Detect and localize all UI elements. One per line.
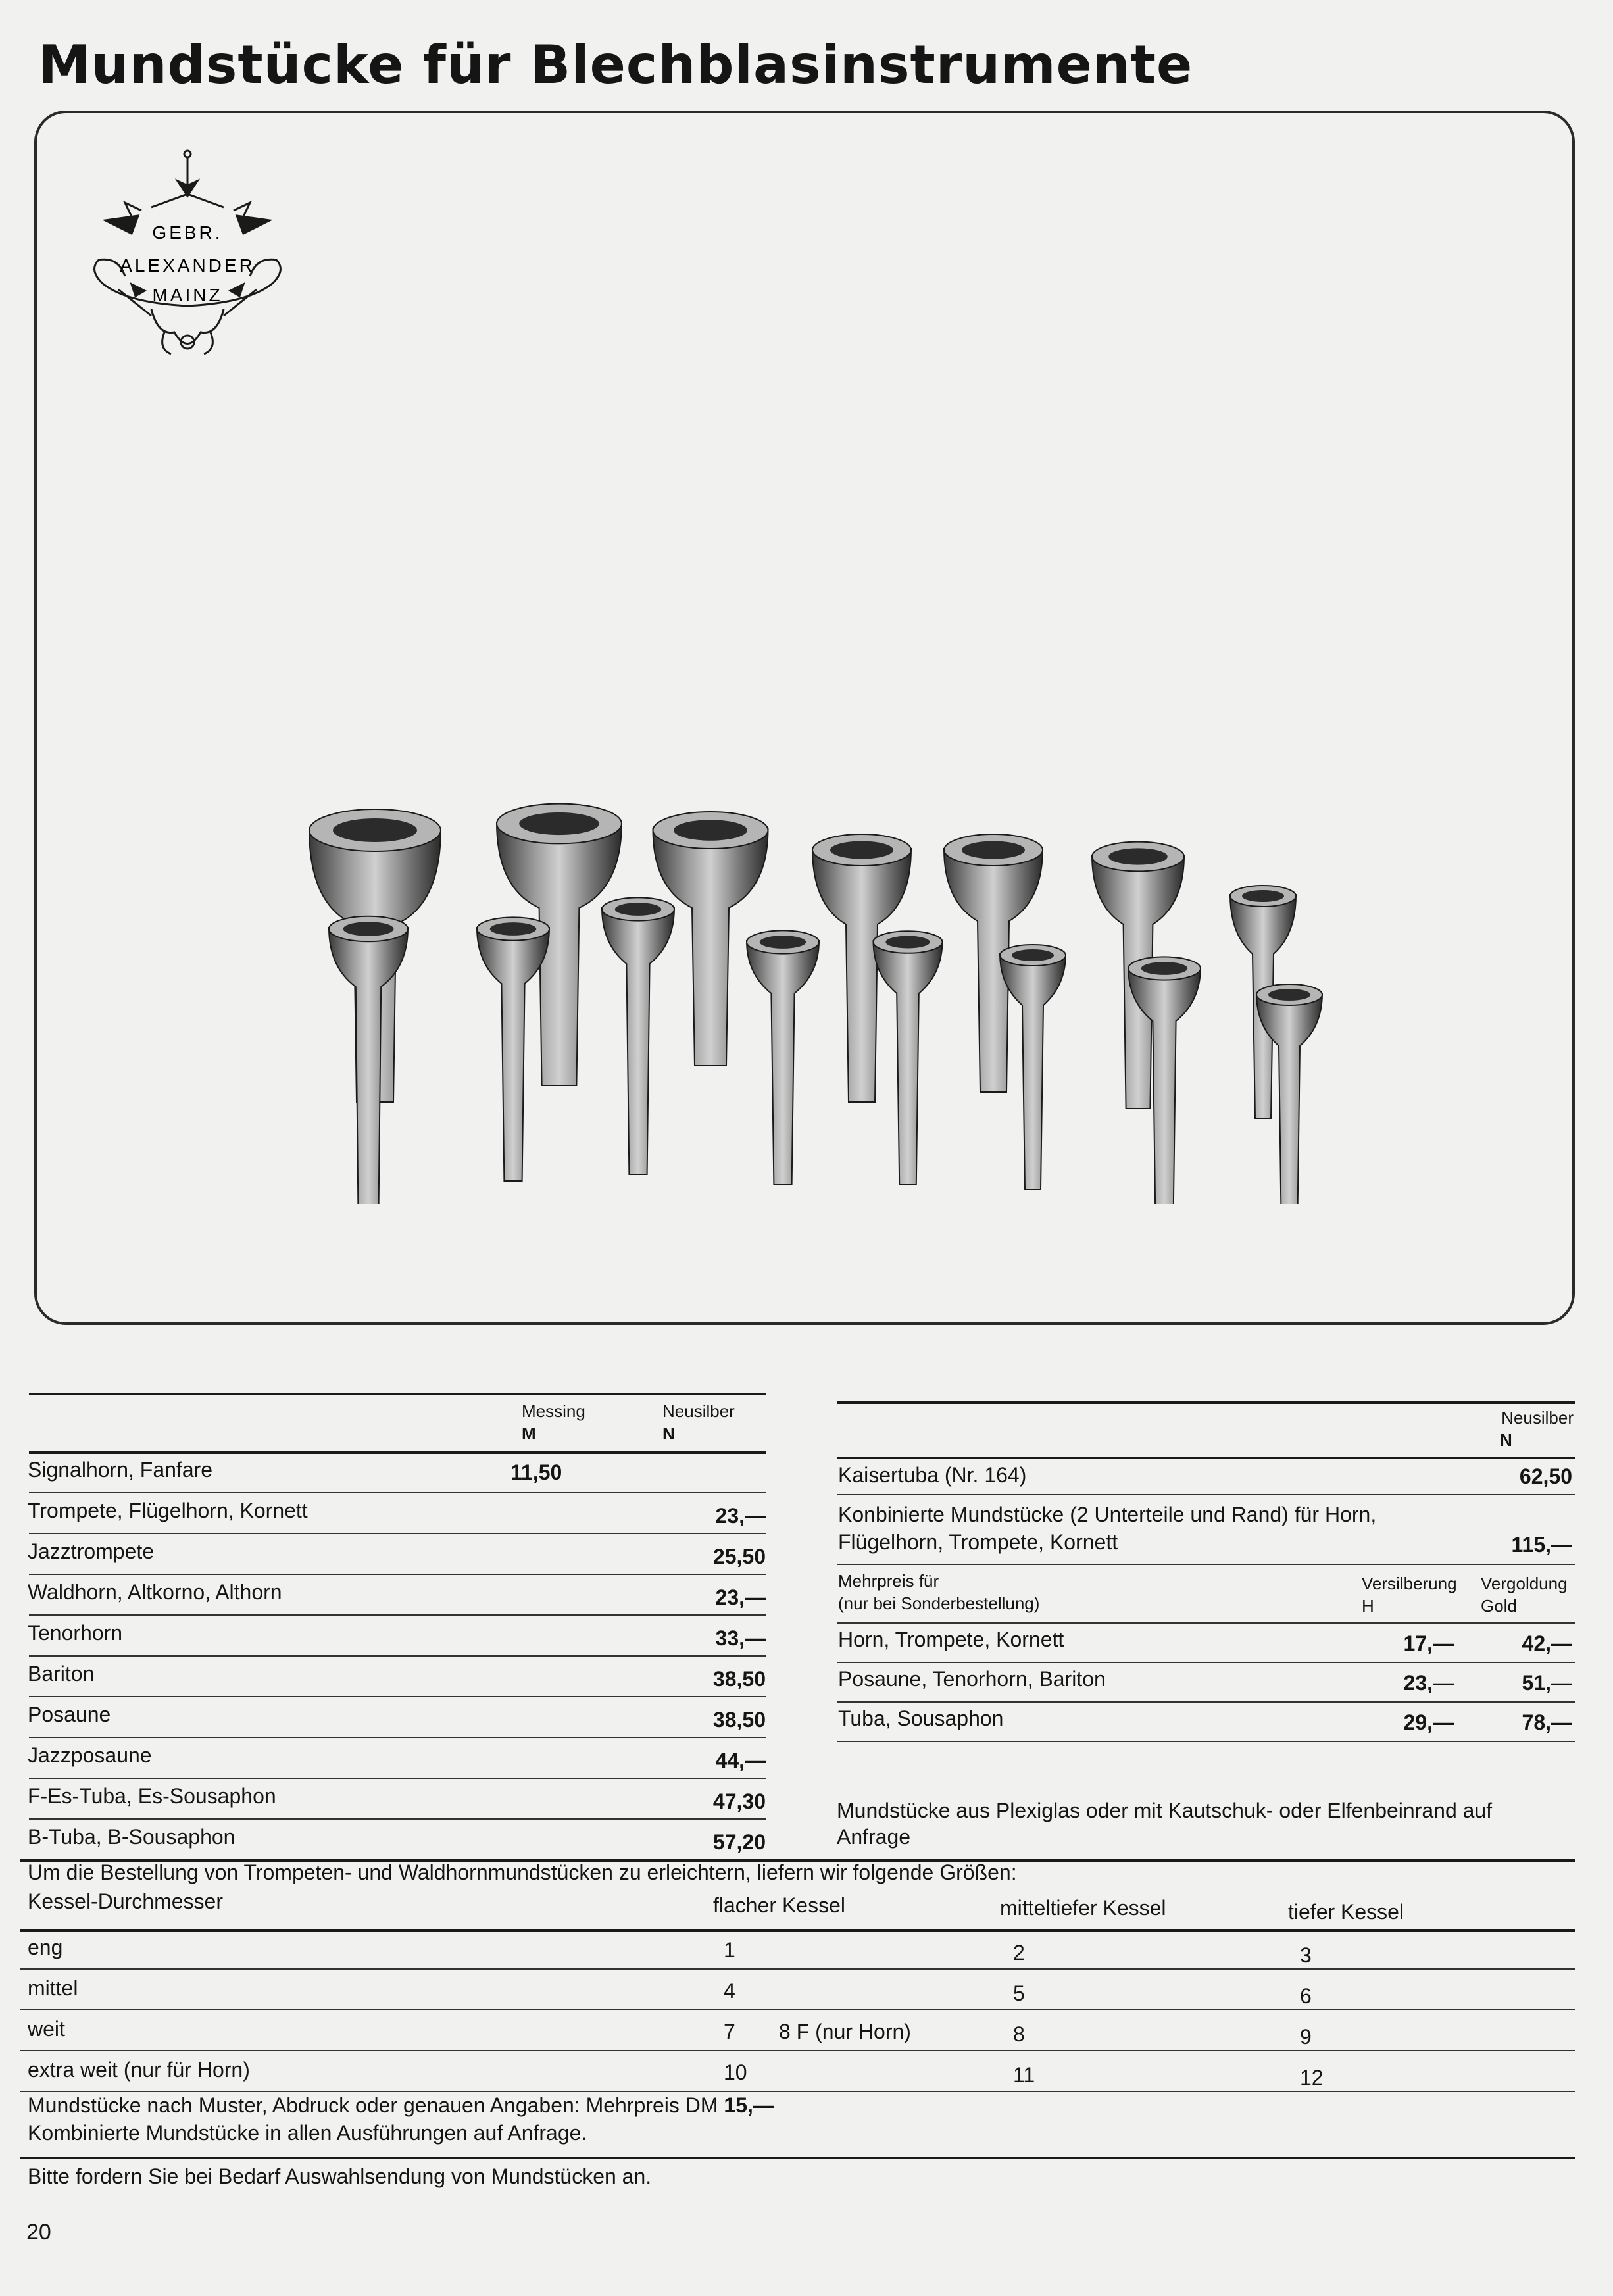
mouthpieces-photo-icon (303, 796, 1349, 1204)
col-n-code: N (662, 1424, 675, 1443)
col-m-header: Messing (522, 1401, 585, 1421)
row-rule (29, 1574, 766, 1575)
row-rule (837, 1741, 1575, 1742)
row-rule (837, 1701, 1575, 1703)
right-col-n-code: N (1500, 1430, 1512, 1450)
footer-line-2: Kombinierte Mundstücke in allen Ausführungen auf Anfrage. (28, 2121, 587, 2145)
price-vergoldung: 42,— (1522, 1632, 1572, 1655)
instrument-name: Waldhorn, Altkorno, Althorn (28, 1580, 282, 1604)
price-neusilber: 33,— (715, 1626, 766, 1650)
logo-line-2: ALEXANDER (120, 255, 255, 276)
price-neusilber: 44,— (715, 1749, 766, 1772)
size-label: weit (28, 2017, 65, 2041)
footer-rule (20, 2157, 1575, 2159)
rule-kaisertuba (837, 1494, 1575, 1495)
row-rule (20, 1968, 1575, 1970)
instrument-name: Posaune (28, 1703, 111, 1726)
left-table-header-rule (29, 1451, 766, 1454)
col-h-code: H (1362, 1596, 1374, 1616)
page-title: Mundstücke für Blechblasinstrumente (38, 34, 1193, 95)
price-versilberung: 29,— (1403, 1710, 1454, 1734)
row-rule (29, 1533, 766, 1534)
size-extra: 8 F (nur Horn) (779, 2020, 911, 2043)
header-diameter: Kessel-Durchmesser (28, 1889, 223, 1913)
alexander-logo-icon (79, 145, 296, 368)
kaisertuba-price: 62,50 (1519, 1464, 1572, 1488)
footer-line-1-price: 15,— (724, 2093, 774, 2117)
footer-line-3: Bitte fordern Sie bei Bedarf Auswahlsendung von Mundstücken an. (28, 2164, 652, 2188)
row-rule (29, 1655, 766, 1657)
header-medium: mitteltiefer Kessel (1000, 1896, 1166, 1920)
size-flat: 7 (724, 2020, 735, 2043)
price-neusilber: 23,— (715, 1585, 766, 1609)
size-deep: 3 (1300, 1943, 1312, 1967)
right-table-header-rule (837, 1457, 1575, 1459)
row-rule (29, 1696, 766, 1697)
size-medium: 11 (1013, 2063, 1035, 2087)
row-rule (29, 1614, 766, 1616)
size-flat: 1 (724, 1938, 735, 1962)
col-h-header: Versilberung (1362, 1574, 1457, 1593)
price-neusilber: 23,— (715, 1504, 766, 1528)
mehrpreis-instrument: Horn, Trompete, Kornett (838, 1628, 1064, 1651)
row-rule (20, 2091, 1575, 2092)
size-label: eng (28, 1935, 63, 1959)
row-rule (29, 1492, 766, 1493)
price-versilberung: 23,— (1403, 1671, 1454, 1695)
size-flat: 4 (724, 1979, 735, 2003)
footer-line-1-text: Mundstücke nach Muster, Abdruck oder genauen Angaben: Mehrpreis DM (28, 2093, 724, 2117)
size-medium: 8 (1013, 2022, 1025, 2046)
instrument-name: Signalhorn, Fanfare (28, 1458, 213, 1482)
rule-kombiniert (837, 1564, 1575, 1565)
row-rule (837, 1662, 1575, 1663)
instrument-name: Tenorhorn (28, 1621, 123, 1645)
size-deep: 6 (1300, 1984, 1312, 2008)
row-rule (29, 1737, 766, 1738)
kombiniert-line-2: Flügelhorn, Trompete, Kornett (838, 1530, 1118, 1554)
price-neusilber: 25,50 (712, 1545, 766, 1568)
header-deep: tiefer Kessel (1288, 1900, 1404, 1924)
sizes-intro: Um die Bestellung von Trompeten- und Waldhornmundstücken zu erleichtern, liefern wir folgende Größen: (28, 1860, 1017, 1884)
price-versilberung: 17,— (1403, 1632, 1454, 1655)
size-flat: 10 (724, 2060, 747, 2084)
sizes-header-rule (20, 1929, 1575, 1932)
price-vergoldung: 51,— (1522, 1671, 1572, 1695)
size-medium: 5 (1013, 1982, 1025, 2005)
instrument-name: F-Es-Tuba, Es-Sousaphon (28, 1784, 276, 1808)
logo-line-3: MAINZ (152, 285, 223, 305)
col-g-code: Gold (1481, 1596, 1517, 1616)
instrument-name: Jazztrompete (28, 1539, 155, 1563)
price-neusilber: 38,50 (712, 1667, 766, 1691)
page-number: 20 (26, 2220, 51, 2245)
instrument-name: Jazzposaune (28, 1743, 152, 1767)
kaisertuba-label: Kaisertuba (Nr. 164) (838, 1463, 1027, 1487)
instrument-name: Bariton (28, 1662, 95, 1685)
plexiglas-note-line-1: Mundstücke aus Plexiglas oder mit Kautschuk- oder Elfenbeinrand auf (837, 1799, 1493, 1822)
size-medium: 2 (1013, 1941, 1025, 1964)
plexiglas-note-line-2: Anfrage (837, 1825, 911, 1849)
row-rule (20, 2050, 1575, 2051)
price-neusilber: 47,30 (712, 1789, 766, 1813)
size-label: mittel (28, 1976, 78, 2000)
instrument-name: B-Tuba, B-Sousaphon (28, 1825, 236, 1849)
header-flat: flacher Kessel (713, 1893, 845, 1917)
price-neusilber: 57,20 (712, 1830, 766, 1854)
price-vergoldung: 78,— (1522, 1710, 1572, 1734)
row-rule (20, 2009, 1575, 2010)
right-table-top-rule (837, 1401, 1575, 1404)
mehrpreis-instrument: Posaune, Tenorhorn, Bariton (838, 1667, 1106, 1691)
kombiniert-line-1: Konbinierte Mundstücke (2 Unterteile und Rand) für Horn, (838, 1503, 1377, 1526)
size-label: extra weit (nur für Horn) (28, 2058, 250, 2082)
mehrpreis-line-2: (nur bei Sonderbestellung) (838, 1593, 1040, 1613)
instrument-name: Trompete, Flügelhorn, Kornett (28, 1499, 308, 1522)
col-g-header: Vergoldung (1481, 1574, 1568, 1593)
size-deep: 9 (1300, 2025, 1312, 2049)
row-rule (29, 1818, 766, 1820)
left-table-top-rule (29, 1393, 766, 1395)
col-m-code: M (522, 1424, 536, 1443)
kombiniert-price: 115,— (1511, 1533, 1572, 1557)
price-messing: 11,50 (510, 1460, 562, 1484)
logo-line-1: GEBR. (152, 222, 223, 243)
price-neusilber: 38,50 (712, 1708, 766, 1732)
col-n-header: Neusilber (662, 1401, 735, 1421)
right-col-n-header: Neusilber (1501, 1408, 1574, 1428)
footer-line-1 (28, 2095, 774, 2116)
size-deep: 12 (1300, 2066, 1324, 2089)
mehrpreis-line-1: Mehrpreis für (838, 1571, 939, 1591)
rule-mehrpreis (837, 1622, 1575, 1624)
mehrpreis-instrument: Tuba, Sousaphon (838, 1707, 1004, 1730)
row-rule (29, 1778, 766, 1779)
